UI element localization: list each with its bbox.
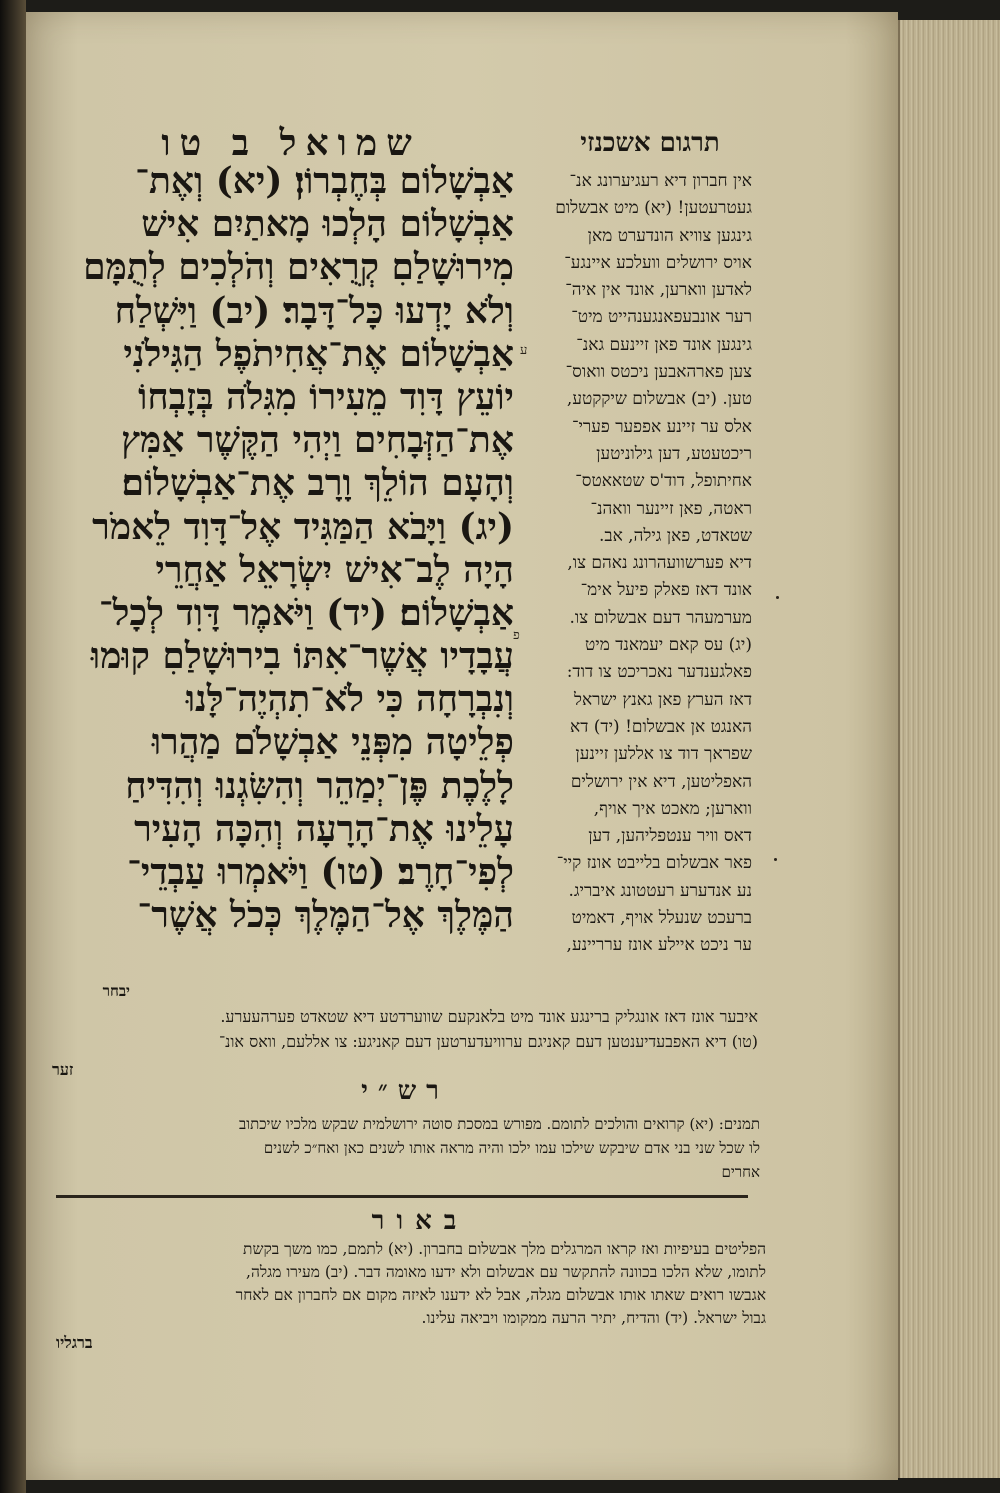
targum-line: פאר אבשלום בלייבט אונז קיי־	[556, 853, 752, 874]
targum-line: דאס וויר ענטפליהען, דען	[588, 826, 752, 847]
scripture-line: עָלֵינוּ אֶת־הָרָעָה וְהִכָּה הָעִיר	[134, 807, 514, 850]
ink-mark	[774, 858, 777, 861]
targum-line: (יג) עס קאם יעמאנד מיט	[584, 635, 752, 656]
targum-line: רער אונבעפאנגענהייט מיט־	[571, 307, 752, 328]
scripture-line: אַבְשָׁלוֹם׃ (יד) וַיֹּאמֶר דָּוִד לְכָל־	[98, 591, 514, 634]
section-divider	[56, 1195, 748, 1198]
targum-line: אונד דאז פאלק פיעל אימ־	[580, 580, 752, 601]
targum-line: דאז הערץ פאן גאנץ ישראל	[574, 689, 752, 710]
page-edges	[898, 20, 1000, 1478]
scripture-line: לָלֶכֶת פֶּן־יְמַהֵר וְהִשִּׂגְנוּ וְהִדִּיחַ	[125, 764, 514, 807]
scripture-line: פְלֵיטָה מִפְּנֵי אַבְשָׁלֹם מַהֲרוּ	[151, 721, 514, 764]
targum-line: ריכטעטע, דען גילוניטען	[596, 443, 752, 464]
ink-mark	[776, 596, 779, 599]
scripture-line: הַמֶּלֶךְ אֶל־הַמֶּלֶךְ כְּכֹל אֲשֶׁר־	[137, 894, 514, 937]
biur-line: לתומו, שלא הלכו בכוונה להתקשר עם אבשלום ולא ידעו מאומה דבר. (יב) מעירו מגלה,	[246, 1263, 766, 1281]
margin-note: ע	[520, 343, 528, 358]
targum-line: טען. (יב) אבשלום שיקקטע,	[566, 389, 752, 410]
targum-line: אחיתופל, דוד'ס שטאאטס־	[575, 471, 752, 492]
targum-line: געטרעטען! (יא) מיט אבשלום	[555, 198, 752, 219]
targum-line: פאלגענדער נאכריכט צו דוד:	[566, 662, 752, 683]
targum-translation-column	[524, 168, 752, 960]
targum-line: גינגען אונד פאן זיינעם גאנ־	[576, 334, 752, 355]
rashi-commentary	[48, 1112, 760, 1184]
targum-line: (טו) דיא האפבעדיענטען דעם קאניגם ערוויעדערטען דעם קאניגע: צו אללעם, וואס אונ־	[218, 1032, 758, 1051]
targum-line: האפליטען, דיא אין ירושלים	[570, 771, 752, 792]
biur-heading: באור	[371, 1206, 469, 1236]
scripture-line: מִירוּשָׁלַםִ קְרֻאִים וְהֹלְכִים לְתֻמָּם	[83, 246, 514, 289]
scripture-line: אַבְשָׁלוֹם הָלְכוּ מָאתַיִם אִישׁ	[141, 203, 514, 246]
targum-line: ער ניכט איילע אונז ערריינע,	[566, 935, 752, 956]
targum-line: שפראך דוד צו אללען זיינען	[575, 744, 752, 765]
targum-line: איבער אונז דאז אונגליק ברינגע אונד מיט בלאנקעם שווערדטע דיא שטאדט פערהעערע.	[220, 1007, 758, 1026]
running-title-targum: תרגום אשכנזי	[580, 128, 720, 158]
biur-line: הפליטים בעיפיות ואז קראו המרגלים מלך אבשלום בחברון. (יא) לתמם, כמו משך בקשת	[243, 1240, 766, 1258]
targum-line: מערמעהר דעם אבשלום צו.	[569, 607, 752, 628]
scripture-text-column	[40, 160, 514, 937]
targum-line: צען פארהאבען ניכטס וואוס־	[565, 362, 752, 383]
scripture-line: וְנִבְרָחָה כִּי לֹא־תִהְיֶה־לָּנוּ	[185, 678, 514, 721]
scripture-line: הָיָה לֶב־אִישׁ יִשְׂרָאֵל אַחֲרֵי	[155, 548, 514, 591]
targum-line: ווארען; מאכט איך אויף,	[593, 798, 752, 819]
biur-line: גבול ישראל. (יד) והדיח, יתיר הרעה ממקומו ויביאה עלינו.	[421, 1309, 766, 1327]
running-title-book: שמואל ב טו	[161, 122, 421, 164]
targum-line: אלס ער זיינע אפפער פערי־	[571, 416, 752, 437]
catchword-targum: זער	[52, 1060, 74, 1079]
scripture-line: אַבְשָׁלוֹם בְּחֶבְרוֹן׃ (יא) וְאֶת־	[135, 160, 514, 202]
catchword-main: יבחר	[102, 982, 130, 1000]
targum-line: שטאדט, פאן גילה, אב.	[598, 525, 752, 546]
scripture-line: לְפִי־חָרֶב׃ (טו) וַיֹּאמְרוּ עַבְדֵי־	[127, 851, 514, 893]
biur-line: אגבשו רואים שאתו אותו אבשלום מגלה, אבל לא ידענו לאיזה מקום אם לחברון אם לאחר	[235, 1286, 766, 1304]
scripture-line: (יג) וַיָּבֹא הַמַּגִּיד אֶל־דָּוִד לֵאמֹר	[92, 505, 514, 548]
scripture-line: וְהָעָם הוֹלֵךְ וָרָב אֶת־אַבְשָׁלוֹם׃	[121, 462, 514, 505]
targum-line: גינגען צוויא הונדערט מאן	[587, 225, 752, 246]
targum-line: לאדען ווארען, אונד אין איה־	[565, 280, 752, 301]
scripture-line: וְלֹא יָדְעוּ כָּל־דָּבָר׃ (יב) וַיִּשְׁלַח	[114, 289, 514, 332]
biur-commentary	[48, 1238, 766, 1330]
targum-line: ראטה, פאן זיינער וואהנ־	[590, 498, 752, 519]
targum-continuation	[36, 1004, 758, 1054]
scripture-line: אֶת־הַזְּבָחִים וַיְהִי הַקֶּשֶׁר אַמִּץ	[121, 419, 514, 462]
rashi-heading: רש״י	[361, 1076, 449, 1106]
targum-line: נע אנדערע רעטטונג איבריג.	[568, 880, 752, 901]
scripture-line: עֲבָדָיו אֲשֶׁר־אִתּוֹ בִירוּשָׁלַםִ קוּמוּ	[90, 635, 514, 678]
rashi-line: תמנים: (יא) קרואים והולכים לתומם. מפורש במסכת סוטה ירושלמית שבקש מלכיו שיכתוב	[239, 1115, 760, 1133]
targum-line: אויס ירושלים וועלכע איינגע־	[564, 252, 752, 273]
rashi-line: אחרים	[721, 1163, 760, 1181]
catchword-biur: ברגליו	[56, 1333, 93, 1352]
rashi-line: לו שכל שני בני אדם שיבקש שילכו עמו ילכו והיה מראה אותו לשנים כאן ואח״כ לשנים	[263, 1139, 760, 1157]
margin-note: פ	[513, 628, 520, 643]
targum-line: דיא פערשוועהרונג נאהם צו,	[567, 553, 752, 574]
targum-line: האנגט אן אבשלום! (יד) דא	[570, 716, 752, 737]
targum-line: אין חברון דיא רעגיערונג אנ־	[569, 171, 752, 191]
scripture-line: אַבְשָׁלוֹם אֶת־אֲחִיתֹפֶל הַגִּילֹנִי	[123, 332, 514, 375]
targum-line: ברעכט שנעלל אויף, דאמיט	[571, 908, 752, 929]
scripture-line: יוֹעֵץ דָּוִד מֵעִירוֹ מִגִּלֹה בְּזָבְחוֹ	[138, 375, 514, 418]
book-spine	[0, 0, 26, 1493]
